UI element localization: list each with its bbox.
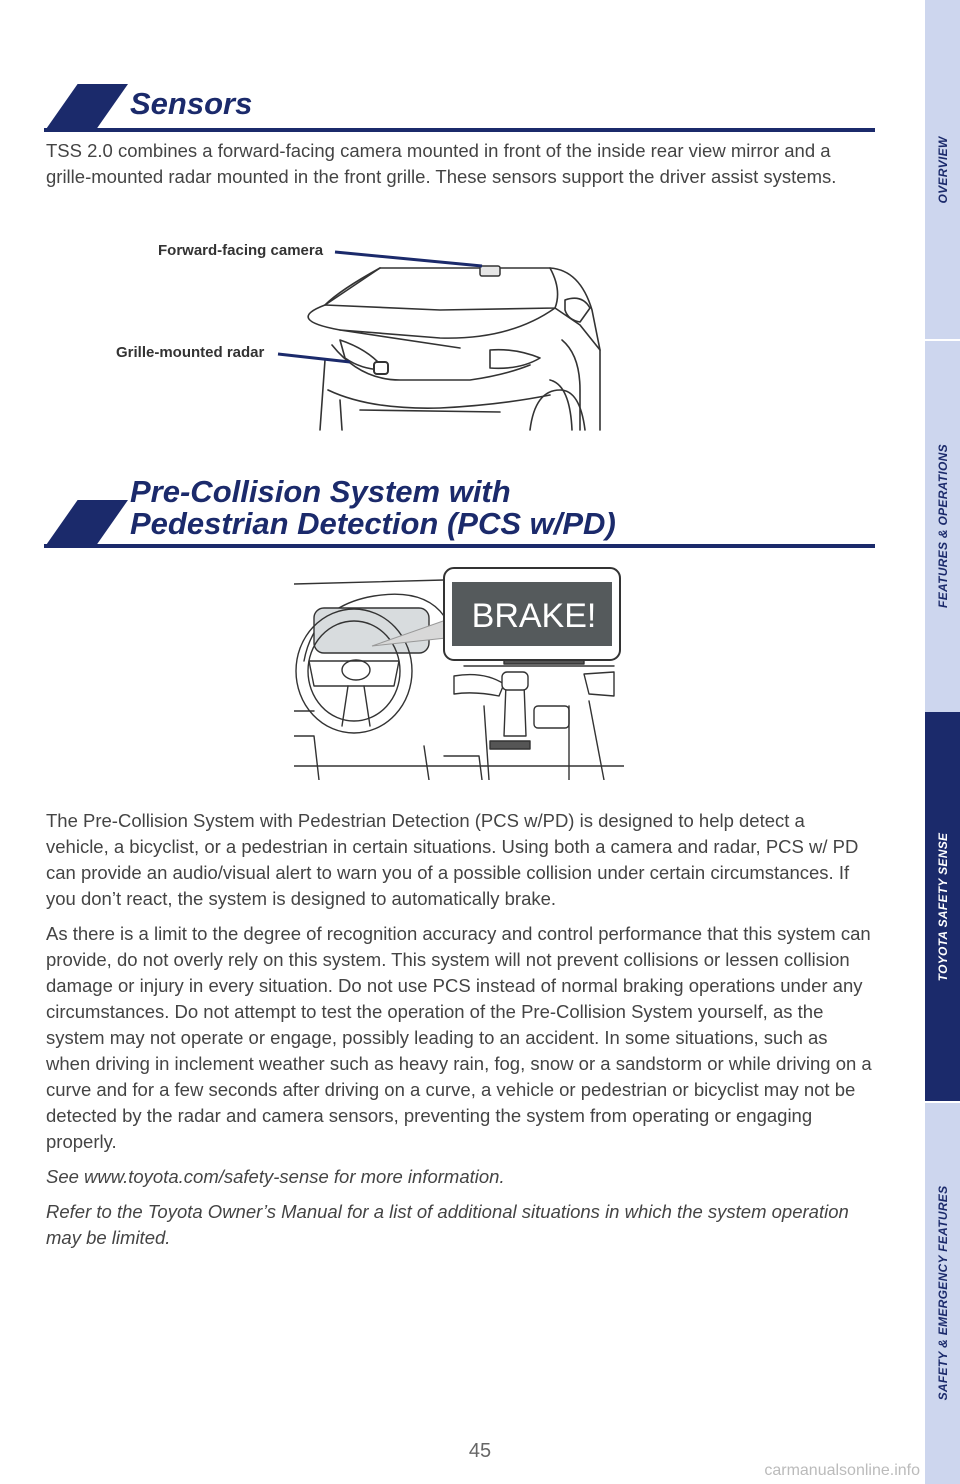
pcs-header: [44, 474, 875, 548]
header-slant-decoration: [44, 500, 128, 548]
header-rule: [44, 544, 875, 548]
camera-marker: [480, 266, 500, 276]
pcs-title-line2: Pedestrian Detection (PCS w/PD): [130, 506, 616, 541]
car-front-illustration: [110, 230, 610, 440]
tab-toyota-safety-sense[interactable]: [925, 712, 960, 1102]
header-rule: [44, 128, 875, 132]
side-navigation: [925, 0, 960, 1484]
sensors-header: [44, 82, 875, 132]
page-number: 45: [468, 1440, 492, 1462]
tab-overview[interactable]: [925, 0, 960, 340]
sensors-figure: [110, 230, 610, 440]
header-slant-decoration: [44, 84, 128, 132]
tab-safety-emergency[interactable]: [925, 1102, 960, 1484]
brake-warning-text: BRAKE!: [471, 597, 597, 635]
grille-radar-marker: [374, 362, 388, 374]
grille-radar-label: Grille-mounted radar: [116, 344, 265, 361]
tab-tss-label: TOYOTA SAFETY SENSE: [935, 832, 950, 982]
sensors-paragraph: TSS 2.0 combines a forward-facing camera mounted in front of the inside rear view mirror and a grille-mounted radar mounted in the front grille. These sensors support the driver assist systems.: [46, 140, 837, 187]
pcs-owners-manual-note: Refer to the Toyota Owner’s Manual for a list of additional situations in which the system operation may be limited.: [46, 1201, 849, 1248]
forward-camera-label: Forward-facing camera: [158, 242, 324, 259]
dashboard-figure: [294, 566, 624, 780]
pcs-more-info: See www.toyota.com/safety-sense for more information.: [46, 1166, 505, 1187]
pcs-title: [130, 476, 616, 540]
tab-safety-label: SAFETY & EMERGENCY FEATURES: [935, 1185, 950, 1401]
sensors-title: Sensors: [130, 86, 253, 121]
pcs-body: [46, 808, 872, 1260]
tab-features-label: FEATURES & OPERATIONS: [935, 444, 950, 608]
watermark: carmanualsonline.info: [764, 1462, 920, 1479]
tab-features-operations[interactable]: [925, 340, 960, 712]
pcs-paragraph-2: As there is a limit to the degree of recognition accuracy and control performance that this system can provide, do not overly rely on this system. This system will not prevent collisions or lessen collision damage or injury in every situation. Do not use PCS instead of normal braking operations under any circumstances. Do not attempt to test the operation of the Pre-Collision System yourself, as the system may not operate or engage, possibly leading to an accident. In some situations, such as when driving in inclement weather such as heavy rain, fog, snow or a sandstorm or while driving on a curve and for a few seconds after driving on a curve, a vehicle or pedestrian or bicyclist may not be detected by the radar and camera sensors, preventing the system from operating or engaging properly.: [46, 923, 872, 1152]
pcs-title-line1: Pre-Collision System with: [130, 474, 511, 509]
tab-overview-label: OVERVIEW: [935, 136, 950, 204]
sensors-body: [46, 138, 872, 199]
pcs-paragraph-1: The Pre-Collision System with Pedestrian Detection (PCS w/PD) is designed to help detect a vehicle, a bicyclist, or a pedestrian in certain situations. Using both a camera and radar, PCS w/ PD can provide an audio/visual alert to warn you of a possible collision under certain circumstances. If you don’t react, the system is designed to automatically brake.: [46, 810, 859, 909]
